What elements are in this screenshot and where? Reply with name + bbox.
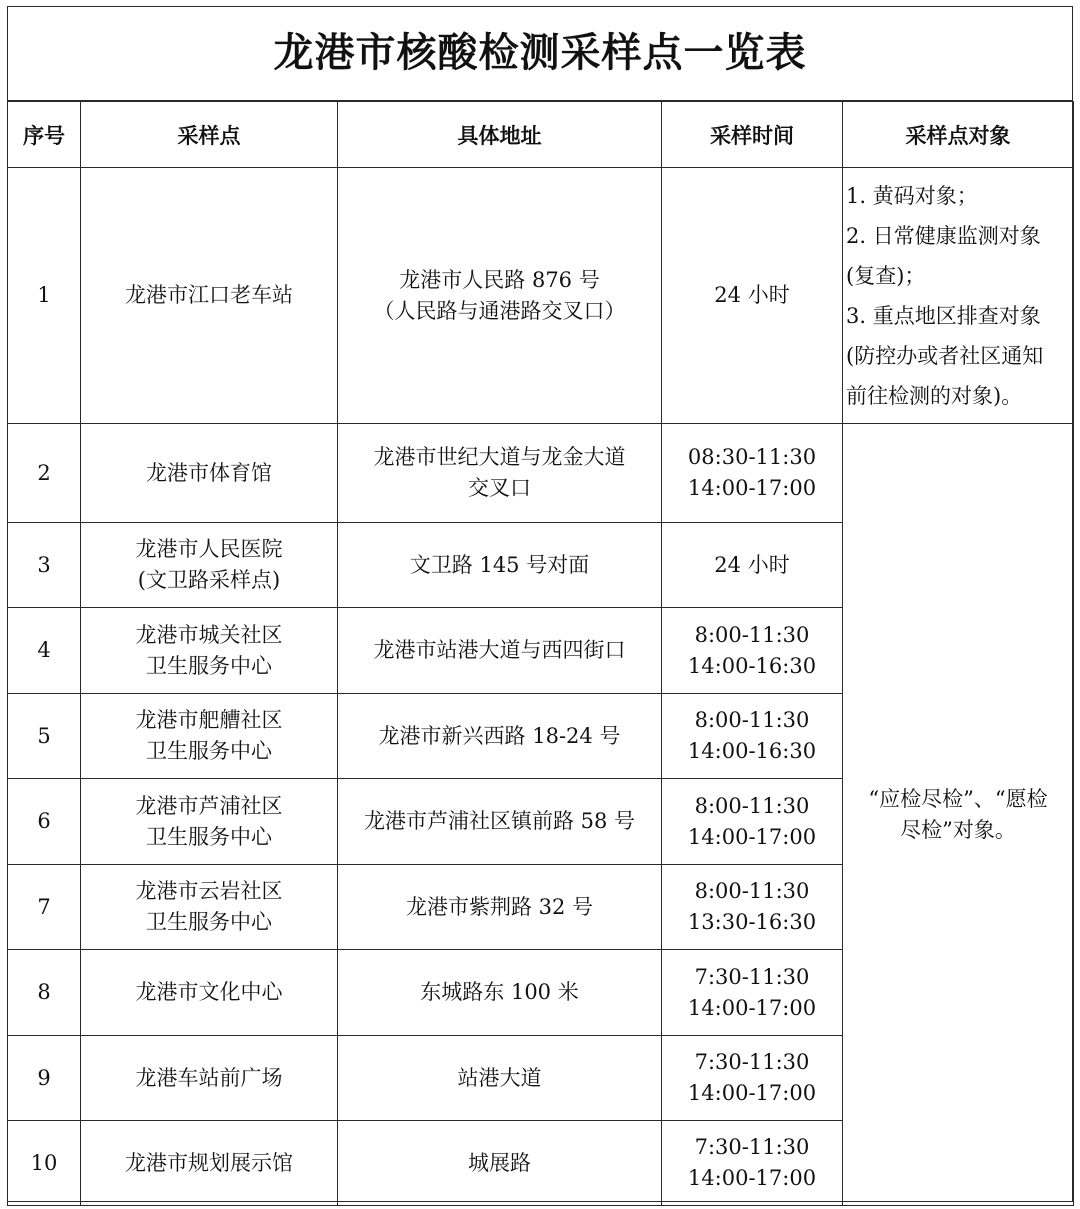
time-line: 8:00-11:30 [694, 793, 810, 818]
row-time [662, 608, 843, 694]
time-line: 8:00-11:30 [694, 879, 810, 903]
target-line: 3. 重点地区排查对象 [846, 303, 1041, 328]
target-line: “应检尽检”、“愿检 [868, 786, 1048, 811]
address-line: 龙港市人民路 876 号 [399, 267, 600, 292]
row-address [338, 1036, 662, 1121]
row-site [81, 1121, 338, 1206]
site-line: (文卫路采样点) [137, 568, 281, 592]
time-line: 14:00-16:30 [687, 653, 817, 678]
time-line: 7:30-11:30 [694, 1050, 810, 1074]
site-line: 龙港市体育馆 [146, 460, 272, 485]
address-line: 龙港市新兴西路 18-24 号 [378, 723, 621, 748]
row-address [338, 523, 662, 608]
row-no: 7 [8, 865, 81, 950]
row-time [662, 694, 843, 779]
address-line: 城展路 [468, 1150, 531, 1175]
table-row [8, 168, 1074, 424]
site-line: 龙港市城关社区 [135, 622, 283, 647]
time-line: 24 小时 [714, 552, 790, 577]
address-line: 交叉口 [468, 476, 531, 500]
header-address: 具体地址 [338, 102, 662, 168]
row-no: 6 [8, 779, 81, 865]
site-line: 龙港市云岩社区 [135, 879, 283, 903]
row-time [662, 950, 843, 1036]
address-line: （人民路与通港路交叉口） [373, 298, 626, 323]
row-site [81, 1036, 338, 1121]
time-line: 14:00-17:00 [687, 824, 817, 849]
row-address [338, 865, 662, 950]
address-line: 龙港市芦浦社区镇前路 58 号 [363, 809, 636, 833]
row-time [662, 1036, 843, 1121]
time-line: 7:30-11:30 [694, 1135, 810, 1159]
time-line: 08:30-11:30 [687, 445, 817, 469]
row-time [662, 168, 843, 424]
site-line: 卫生服务中心 [146, 653, 272, 678]
time-line: 13:30-16:30 [687, 910, 817, 934]
row-site [81, 779, 338, 865]
target-line: 前往检测的对象)。 [846, 383, 1023, 408]
row-address [338, 424, 662, 523]
target-line: (防控办或者社区通知 [846, 343, 1044, 368]
row-no: 2 [8, 424, 81, 523]
row-time [662, 779, 843, 865]
row-time [662, 865, 843, 950]
row-site [81, 865, 338, 950]
site-line: 龙港市人民医院 [135, 537, 283, 561]
header-time: 采样时间 [662, 102, 843, 168]
row-no: 4 [8, 608, 81, 694]
address-line: 东城路东 100 米 [420, 980, 579, 1004]
row-target [843, 168, 1074, 424]
time-line: 14:00-17:00 [687, 995, 817, 1020]
row-address [338, 694, 662, 779]
row-site [81, 523, 338, 608]
time-line: 24 小时 [714, 283, 790, 307]
header-row [8, 102, 1074, 168]
time-line: 8:00-11:30 [694, 622, 810, 647]
row-no: 10 [8, 1121, 81, 1206]
header-site: 采样点 [81, 102, 338, 168]
site-line: 龙港市规划展示馆 [125, 1150, 293, 1175]
sampling-sites-table [7, 101, 1074, 1206]
time-line: 14:00-17:00 [687, 476, 817, 500]
row-address [338, 779, 662, 865]
row-address [338, 168, 662, 424]
target-line: 1. 黄码对象； [846, 183, 978, 208]
row-site [81, 608, 338, 694]
site-line: 龙港市文化中心 [135, 980, 283, 1004]
address-line: 龙港市站港大道与西四街口 [373, 638, 626, 662]
row-address [338, 608, 662, 694]
address-line: 龙港市紫荆路 32 号 [405, 894, 594, 919]
row-time [662, 424, 843, 523]
header-no: 序号 [8, 102, 81, 168]
row-time [662, 1121, 843, 1206]
row-target-merged [843, 424, 1074, 1206]
row-site [81, 694, 338, 779]
address-line: 文卫路 145 号对面 [409, 552, 590, 577]
row-no: 3 [8, 523, 81, 608]
row-no: 1 [8, 168, 81, 424]
target-line: (复查)； [846, 263, 926, 288]
sampling-sites-sheet [7, 6, 1073, 1202]
table-row [8, 424, 1074, 523]
time-line: 14:00-16:30 [687, 739, 817, 763]
row-site [81, 950, 338, 1036]
target-line: 尽检”对象。 [900, 817, 1016, 842]
page-title: 龙港市核酸检测采样点一览表 [8, 7, 1072, 101]
row-address [338, 950, 662, 1036]
time-line: 7:30-11:30 [694, 964, 810, 989]
site-line: 卫生服务中心 [146, 739, 272, 763]
row-no: 8 [8, 950, 81, 1036]
address-line: 站港大道 [457, 1065, 542, 1090]
site-line: 龙港市江口老车站 [125, 283, 293, 307]
site-line: 卫生服务中心 [146, 824, 272, 849]
site-line: 卫生服务中心 [146, 910, 272, 934]
address-line: 龙港市世纪大道与龙金大道 [373, 445, 626, 469]
header-target: 采样点对象 [843, 102, 1074, 168]
time-line: 14:00-17:00 [687, 1081, 817, 1105]
row-no: 5 [8, 694, 81, 779]
site-line: 龙港市舥艚社区 [135, 708, 283, 732]
time-line: 8:00-11:30 [694, 708, 810, 732]
time-line: 14:00-17:00 [687, 1166, 817, 1190]
site-line: 龙港市芦浦社区 [135, 793, 283, 818]
row-site [81, 168, 338, 424]
row-no: 9 [8, 1036, 81, 1121]
site-line: 龙港车站前广场 [135, 1065, 283, 1090]
row-address [338, 1121, 662, 1206]
target-line: 2. 日常健康监测对象 [846, 223, 1041, 248]
row-site [81, 424, 338, 523]
row-time [662, 523, 843, 608]
